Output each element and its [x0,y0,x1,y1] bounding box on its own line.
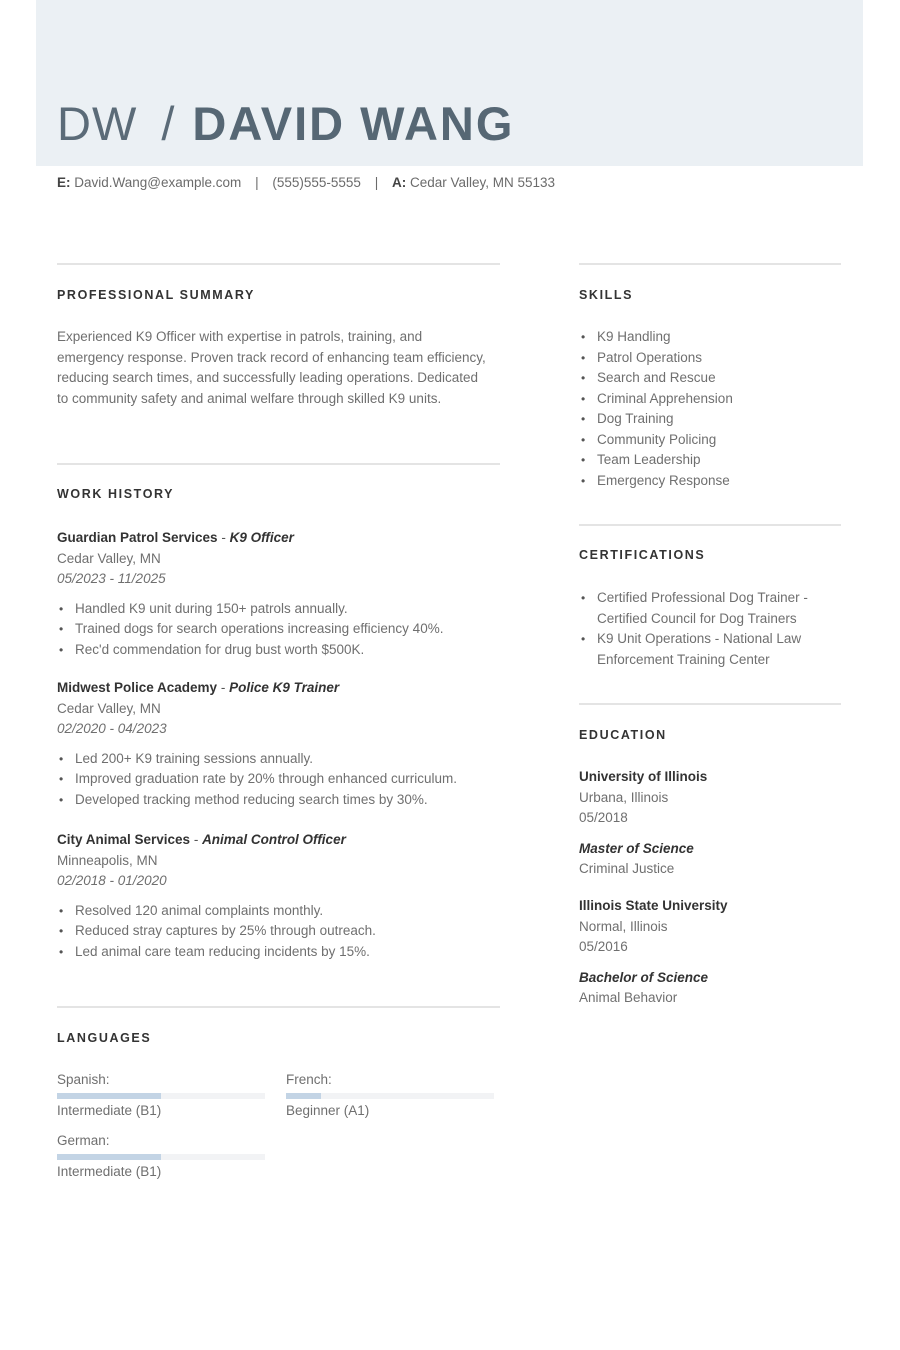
summary-text: Experienced K9 Officer with expertise in patrols, training, and emergency response. Proven track record of enhancing team efficiency, reducing search times, and successfully leading operations. Dedicated to community safety and animal welfare through skilled K9 units. [57,329,486,406]
section-divider [57,263,500,265]
job-company: Guardian Patrol Services [57,530,218,545]
education-entry [579,767,849,880]
job-dash: - [217,680,230,695]
job-company: City Animal Services [57,832,191,847]
education-school: University of Illinois [579,769,708,784]
job-dash: - [190,832,203,847]
contact-line [57,175,555,190]
certifications-title: CERTIFICATIONS [579,548,706,562]
skills-list [579,327,841,491]
section-divider [57,1006,500,1008]
job-dates: 02/2020 - 04/2023 [57,721,167,736]
job-role: Animal Control Officer [202,832,346,847]
skill-item: • Dog Training [579,409,841,430]
skill-item: • Patrol Operations [579,348,841,369]
education-field: Criminal Justice [579,861,675,876]
section-divider [579,703,841,705]
language-level-track [57,1093,265,1099]
language-level: Intermediate (B1) [57,1103,162,1118]
skill-item: • Criminal Apprehension [579,389,841,410]
address-label: A: [391,175,407,190]
skill-item: • Search and Rescue [579,368,841,389]
section-divider [579,524,841,526]
job-heading [57,528,502,549]
job-dates: 02/2018 - 01/2020 [57,873,167,888]
email-label: E: [57,175,71,190]
education-degree: Bachelor of Science [579,969,709,985]
job-bullet: • Reduced stray captures by 25% through outreach. [57,921,502,942]
job-location: Minneapolis, MN [57,852,158,868]
email-value[interactable]: David.Wang@example.com [74,175,242,190]
work-history-title: WORK HISTORY [57,487,175,501]
section-divider [57,463,500,465]
language-entry [57,1131,265,1182]
education-location: Normal, Illinois [579,918,668,934]
job-bullets [57,901,502,963]
language-level-track [286,1093,494,1099]
certifications-list [579,588,829,670]
job-bullet: • Resolved 120 animal complaints monthly. [57,901,502,922]
certification-item: • K9 Unit Operations - National Law Enforcement Training Center [579,629,829,670]
language-name: Spanish: [57,1072,110,1087]
language-level-fill [57,1154,161,1160]
education-date: 05/2016 [579,939,628,954]
skill-item: • Emergency Response [579,471,841,492]
job-bullet: • Led animal care team reducing incidents by 15%. [57,942,502,963]
job-bullet: • Led 200+ K9 training sessions annually. [57,749,502,770]
contact-divider: | [374,175,379,190]
education-location: Urbana, Illinois [579,789,669,805]
full-name: DAVID WANG [192,97,515,150]
address-value: Cedar Valley, MN 55133 [409,175,556,190]
name-heading [57,92,514,156]
summary-title: PROFESSIONAL SUMMARY [57,288,255,302]
name-separator: / [161,97,175,150]
job-role: Police K9 Trainer [229,680,340,695]
job-bullet: • Developed tracking method reducing search times by 30%. [57,790,502,811]
language-entry [57,1070,265,1121]
job-bullet: • Handled K9 unit during 150+ patrols annually. [57,599,502,620]
language-level-track [57,1154,265,1160]
job-entry [57,830,502,962]
job-bullet: • Trained dogs for search operations increasing efficiency 40%. [57,619,502,640]
education-school: Illinois State University [579,898,728,913]
job-entry [57,678,502,810]
job-location: Cedar Valley, MN [57,700,161,716]
language-level: Beginner (A1) [286,1103,370,1118]
job-dates: 05/2023 - 11/2025 [57,571,166,586]
language-name: French: [286,1072,332,1087]
job-location: Cedar Valley, MN [57,550,161,566]
phone-value[interactable]: (555)555-5555 [272,175,361,190]
education-entry [579,896,849,1009]
language-level: Intermediate (B1) [57,1164,162,1179]
language-entry [286,1070,494,1121]
name-initials: DW [57,97,138,150]
job-entry [57,528,502,660]
education-date: 05/2018 [579,810,628,825]
job-dash: - [217,530,230,545]
section-divider [579,263,841,265]
skill-item: • Community Policing [579,430,841,451]
job-bullets [57,749,502,811]
job-company: Midwest Police Academy [57,680,218,695]
language-level-fill [57,1093,161,1099]
job-bullet: • Improved graduation rate by 20% through enhanced curriculum. [57,769,502,790]
certification-item: • Certified Professional Dog Trainer - Certified Council for Dog Trainers [579,588,829,629]
job-heading [57,830,502,851]
education-title: EDUCATION [579,728,667,742]
job-heading [57,678,502,699]
languages-title: LANGUAGES [57,1031,152,1045]
job-bullet: • Rec'd commendation for drug bust worth $500K. [57,640,502,661]
education-degree: Master of Science [579,840,694,856]
education-field: Animal Behavior [579,990,678,1005]
language-level-fill [286,1093,321,1099]
skill-item: • K9 Handling [579,327,841,348]
language-name: German: [57,1133,110,1148]
job-bullets [57,599,502,661]
contact-divider: | [255,175,259,190]
skill-item: • Team Leadership [579,450,841,471]
job-role: K9 Officer [229,530,294,545]
skills-title: SKILLS [579,288,634,302]
